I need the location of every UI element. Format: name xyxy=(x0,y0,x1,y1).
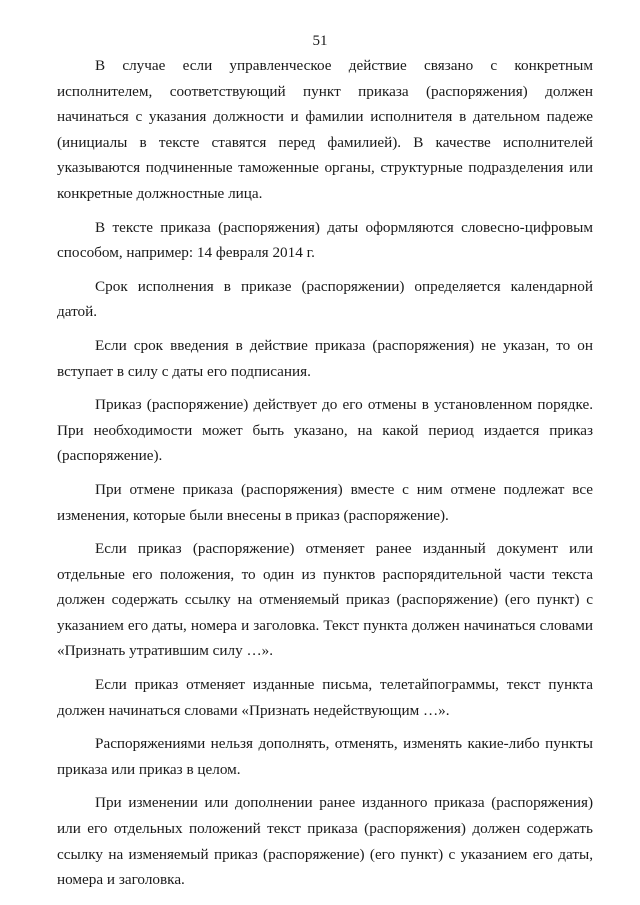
paragraph-cancel-letters: Если приказ отменяет изданные письма, телетайпограммы, текст пункта должен начинаться словами «Признать недействующим …». xyxy=(57,676,593,719)
paragraph-dates: В тексте приказа (распоряжения) даты оформляются словесно-цифровым способом, например: 14 февраля 2014 г. xyxy=(57,218,593,262)
document-body xyxy=(57,53,593,901)
paragraph-cancellation: При отмене приказа (распоряжения) вместе с ним отмене подлежат все изменения, которые были внесены в приказ (распоряжение). xyxy=(57,480,593,524)
paragraph-orders-limits: Распоряжениями нельзя дополнять, отменять, изменять какие-либо пункты приказа или приказ в целом. xyxy=(57,735,593,778)
paragraph-executor: В случае если управленческое действие связано с конкретным исполнителем, соответствующий пункт приказа (распоряжения) должен начинаться с указания должности и фамилии исполнителя в дательном падеже (инициалы в тексте ставятся перед фамилией). В качестве исполнителей указываются подчиненные таможенные органы, структурные подразделения или конкретные должностные лица. xyxy=(57,57,593,202)
page-number: 51 xyxy=(312,33,328,49)
paragraph-effective-date: Если срок введения в действие приказа (распоряжения) не указан, то он вступает в силу с даты его подписания. xyxy=(57,336,593,380)
paragraph-amendments: При изменении или дополнении ранее изданного приказа (распоряжения) или его отдельных положений текст приказа (распоряжения) должен содержать ссылку на изменяемый приказ (распоряжение) (его пункт) с указанием его даты, номера и заголовка. xyxy=(57,794,593,889)
paragraph-validity: Приказ (распоряжение) действует до его отмены в установленном порядке. При необходимости может быть указано, на какой период издается приказ (распоряжение). xyxy=(57,396,593,465)
paragraph-deadline: Срок исполнения в приказе (распоряжении) определяется календарной датой. xyxy=(57,277,593,321)
paragraph-cancel-document: Если приказ (распоряжение) отменяет ранее изданный документ или отдельные его положения, то один из пунктов распорядительной части текста должен содержать ссылку на отменяемый приказ (распоряжение) (его пункт) с указанием его даты, номера и заголовка. Текст пункта должен начинаться словами «Признать утратившим силу …». xyxy=(57,540,593,660)
